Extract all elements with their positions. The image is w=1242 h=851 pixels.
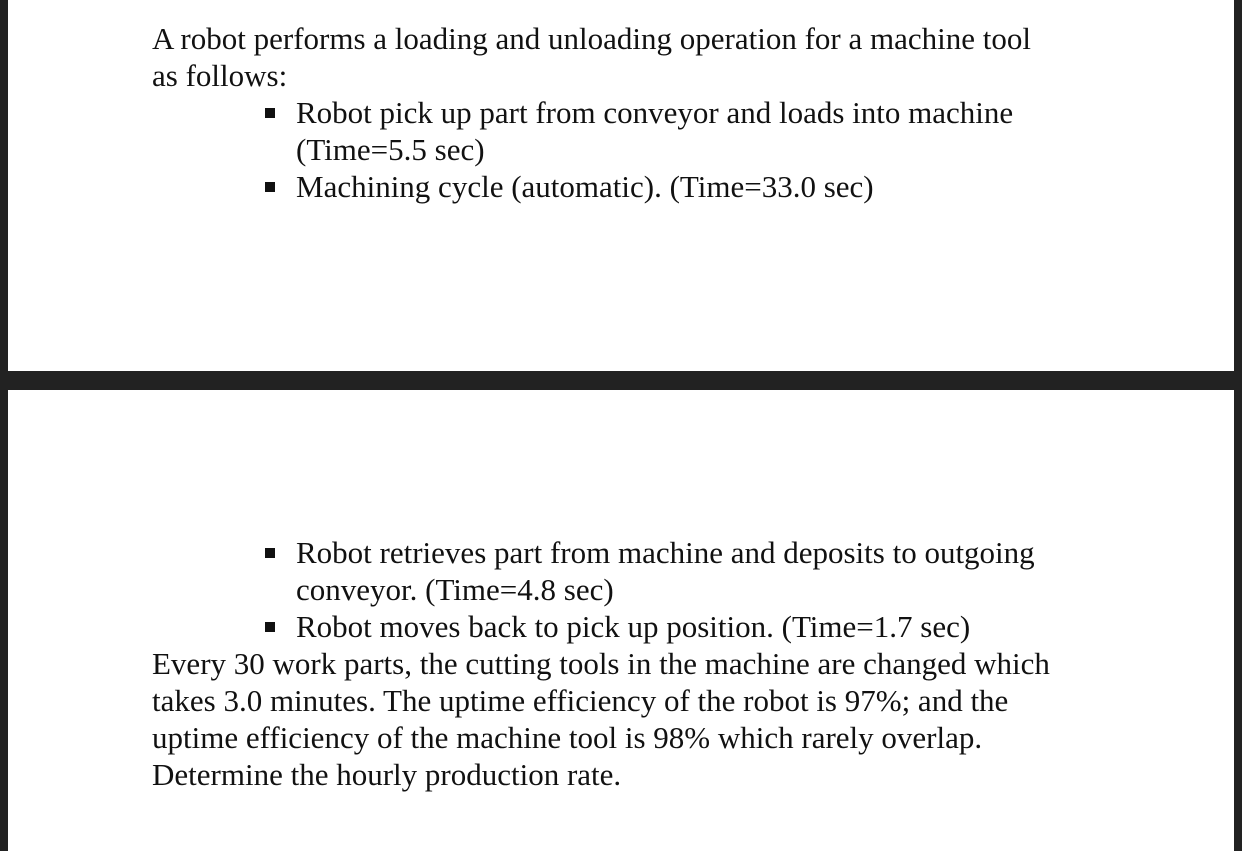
top-page-panel xyxy=(8,0,1234,371)
intro-line: A robot performs a loading and unloading operation for a machine tool xyxy=(152,21,1031,56)
intro-paragraph xyxy=(152,20,1031,94)
square-bullet-icon xyxy=(265,182,275,192)
list-item-line: Robot retrieves part from machine and deposits to outgoing xyxy=(296,535,1035,570)
list-item-line: Robot moves back to pick up position. (Time=1.7 sec) xyxy=(296,609,971,644)
list-item-retrieve-part xyxy=(262,534,1035,608)
step-list-bottom xyxy=(262,534,1035,645)
list-item-line: Machining cycle (automatic). (Time=33.0 sec) xyxy=(296,169,874,204)
closing-line: uptime efficiency of the machine tool is 98% which rarely overlap. xyxy=(152,720,983,755)
square-bullet-icon xyxy=(265,108,275,118)
step-list-top xyxy=(262,94,1013,205)
closing-paragraph xyxy=(152,645,1050,793)
list-item-move-back xyxy=(262,608,1035,645)
list-item-machining-cycle xyxy=(262,168,1013,205)
square-bullet-icon xyxy=(265,548,275,558)
list-item-line: (Time=5.5 sec) xyxy=(296,132,485,167)
intro-line: as follows: xyxy=(152,58,288,93)
closing-line: Determine the hourly production rate. xyxy=(152,757,622,792)
list-item-line: conveyor. (Time=4.8 sec) xyxy=(296,572,614,607)
square-bullet-icon xyxy=(265,622,275,632)
list-item-load-part xyxy=(262,94,1013,168)
bottom-page-panel xyxy=(8,390,1234,851)
closing-line: Every 30 work parts, the cutting tools in the machine are changed which xyxy=(152,646,1050,681)
closing-line: takes 3.0 minutes. The uptime efficiency of the robot is 97%; and the xyxy=(152,683,1009,718)
list-item-line: Robot pick up part from conveyor and loads into machine xyxy=(296,95,1014,130)
